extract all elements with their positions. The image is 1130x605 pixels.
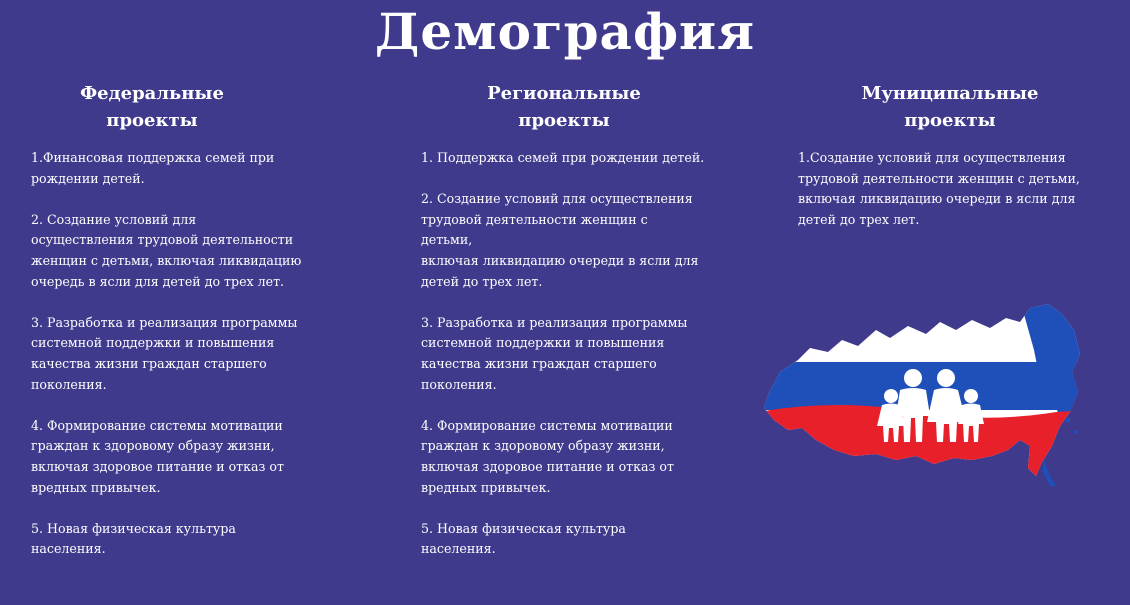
municipal-heading — [820, 80, 1080, 134]
municipal-heading-line-1: Муниципальные — [861, 83, 1039, 104]
federal-project-item-text: осуществления трудовой деятельности — [31, 232, 294, 248]
regional-project-item-text: поколения. — [421, 376, 497, 392]
municipal-project-list — [798, 148, 1080, 251]
federal-project-item-text: очередь в ясли для детей до трех лет. — [31, 273, 285, 289]
federal-project-item-text: 2. Создание условий для — [31, 211, 197, 227]
federal-project-item-text: рождении детей. — [31, 170, 145, 186]
regional-project-item-text: 3. Разработка и реализация программы — [421, 314, 688, 330]
federal-heading — [22, 80, 282, 134]
regional-project-item-text: включая здоровое питание и отказ от — [421, 458, 674, 474]
municipal-project-item-text: трудовой деятельности женщин с детьми, — [798, 170, 1080, 186]
regional-project-item-text: детей до трех лет. — [421, 273, 543, 289]
russia-map-family-icon — [758, 300, 1088, 490]
regional-project-item — [421, 189, 704, 292]
regional-project-item — [421, 416, 704, 498]
municipal-project-item-text: 1.Создание условий для осуществления — [798, 150, 1066, 165]
regional-project-item — [421, 148, 704, 169]
federal-heading-line-1: Федеральные — [80, 83, 224, 104]
federal-project-item-text: системной поддержки и повышения — [31, 335, 275, 351]
regional-heading — [434, 80, 694, 134]
regional-project-item-text: населения. — [421, 541, 496, 557]
regional-project-item-text: 1. Поддержка семей при рождении детей. — [421, 150, 705, 165]
federal-project-item-text: 3. Разработка и реализация программы — [31, 314, 298, 330]
municipal-project-item-text: включая ликвидацию очереди в ясли для — [798, 191, 1076, 207]
regional-project-item-text: качества жизни граждан старшего — [421, 355, 657, 371]
federal-project-item — [31, 210, 301, 292]
federal-project-item — [31, 416, 301, 498]
federal-project-item — [31, 519, 301, 560]
federal-project-list — [31, 148, 301, 580]
federal-project-item — [31, 148, 301, 189]
regional-project-item-text: включая ликвидацию очереди в ясли для — [421, 252, 699, 268]
federal-project-item-text: поколения. — [31, 376, 107, 392]
federal-project-item-text: 4. Формирование системы мотивации — [31, 417, 283, 433]
page-title: Демография — [374, 2, 756, 61]
federal-project-item-text: граждан к здоровому образу жизни, — [31, 438, 275, 454]
federal-project-item — [31, 313, 301, 395]
regional-project-item — [421, 519, 704, 560]
federal-project-item-text: женщин с детьми, включая ликвидацию — [31, 252, 302, 268]
regional-project-item-text: вредных привычек. — [421, 479, 551, 495]
regional-project-item — [421, 313, 704, 395]
regional-project-item-text: системной поддержки и повышения — [421, 335, 665, 351]
municipal-heading-line-2: проекты — [904, 110, 996, 131]
regional-project-item-text: 4. Формирование системы мотивации — [421, 417, 673, 433]
federal-project-item-text: включая здоровое питание и отказ от — [31, 458, 284, 474]
regional-project-item-text: детьми, — [421, 232, 473, 248]
municipal-project-item-text: детей до трех лет. — [798, 211, 920, 227]
municipal-project-item — [798, 148, 1080, 230]
federal-heading-line-2: проекты — [106, 110, 198, 131]
federal-project-item-text: вредных привычек. — [31, 479, 161, 495]
regional-project-item-text: граждан к здоровому образу жизни, — [421, 438, 665, 454]
regional-project-item-text: 2. Создание условий для осуществления — [421, 191, 693, 207]
regional-heading-line-2: проекты — [518, 110, 610, 131]
federal-project-item-text: 5. Новая физическая культура — [31, 520, 236, 536]
regional-heading-line-1: Региональные — [487, 83, 641, 104]
regional-project-item-text: трудовой деятельности женщин с — [421, 211, 648, 227]
federal-project-item-text: населения. — [31, 541, 106, 557]
federal-project-item-text: качества жизни граждан старшего — [31, 355, 267, 371]
regional-project-item-text: 5. Новая физическая культура — [421, 520, 626, 536]
regional-project-list — [421, 148, 704, 580]
federal-project-item-text: 1.Финансовая поддержка семей при — [31, 150, 275, 165]
